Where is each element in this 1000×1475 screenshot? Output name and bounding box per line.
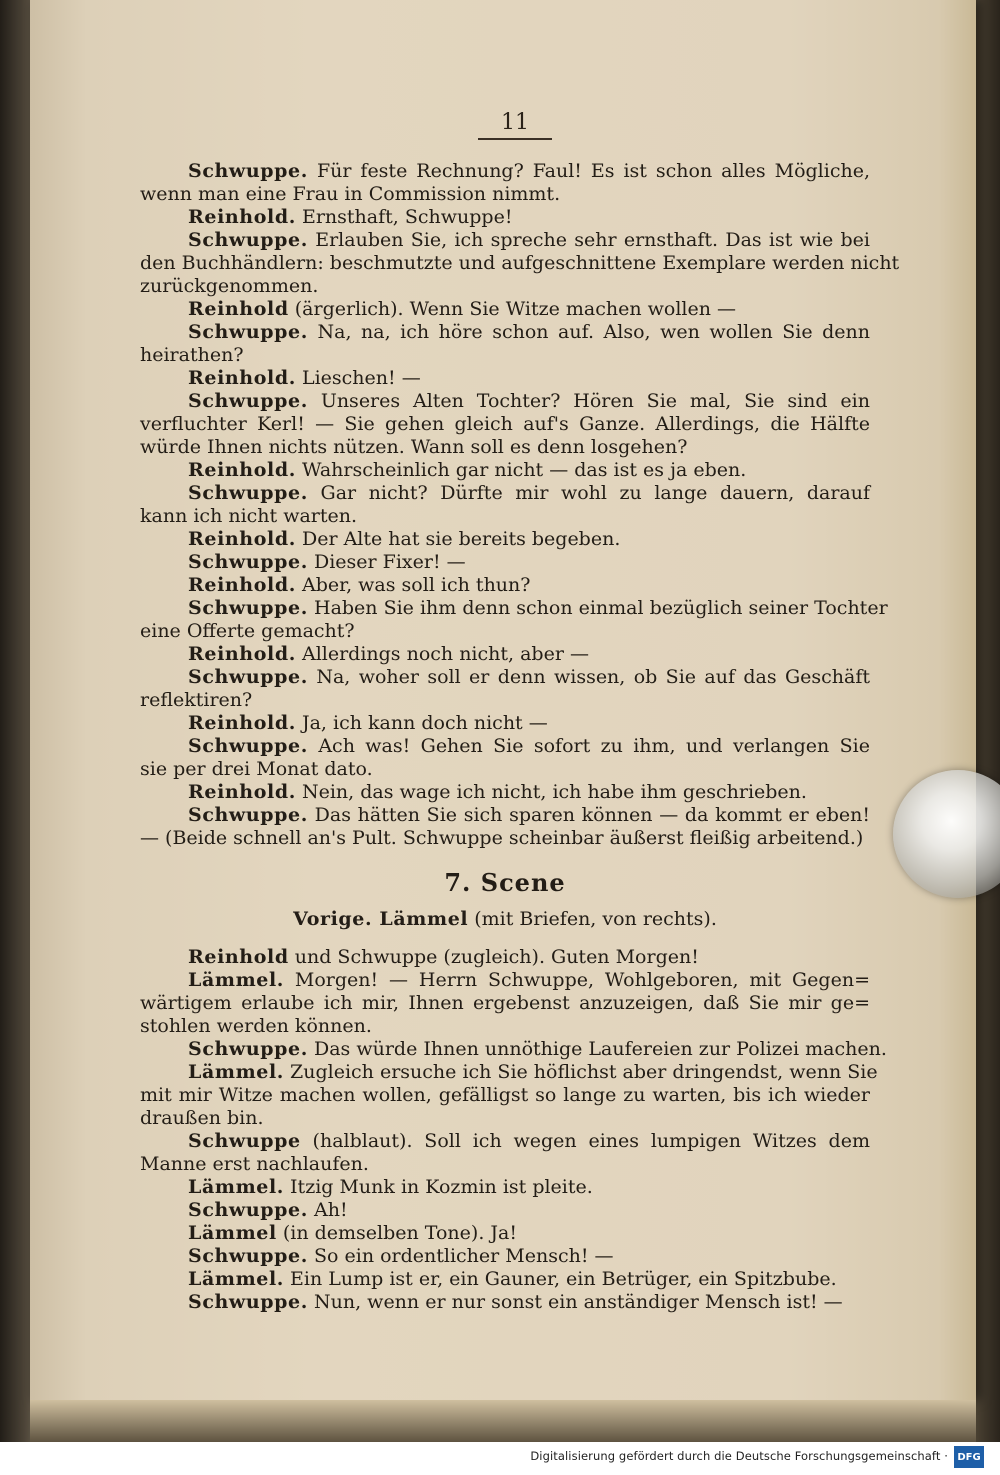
page-number: 11 bbox=[501, 110, 529, 135]
dialogue-text: — (Beide schnell an's Pult. Schwuppe scheinbar äußerst fleißig arbeitend.) bbox=[140, 827, 864, 849]
dialogue-line bbox=[140, 1061, 878, 1084]
speaker-name: Reinhold. bbox=[188, 643, 296, 665]
dialogue-line bbox=[140, 482, 870, 505]
dialogue-text: wenn man eine Frau in Commission nimmt. bbox=[140, 183, 561, 205]
dialogue-line bbox=[140, 459, 870, 482]
dialogue-line bbox=[140, 229, 870, 252]
dialogue-line bbox=[140, 206, 870, 229]
dialogue-line bbox=[140, 1268, 870, 1291]
dialogue-text: Allerdings noch nicht, aber — bbox=[301, 643, 589, 665]
dialogue-text: Gar nicht? Dürfte mir wohl zu lange dauern, darauf bbox=[320, 482, 870, 504]
dialogue-line bbox=[140, 390, 870, 413]
dialogue-continuation bbox=[140, 344, 870, 367]
dialogue-text: mit mir Witze machen wollen, gefälligst so lange zu warten, bis ich wieder bbox=[140, 1084, 870, 1106]
text-block bbox=[140, 160, 900, 1314]
speaker-name: Lämmel. bbox=[188, 969, 284, 991]
dialogue-text: Nein, das wage ich nicht, ich habe ihm geschrieben. bbox=[301, 781, 807, 803]
dialogue-line bbox=[140, 1199, 870, 1222]
dialogue-line bbox=[140, 321, 870, 344]
page-bottom-edge bbox=[30, 1400, 976, 1442]
dialogue-line bbox=[140, 528, 870, 551]
dialogue-text: reflektiren? bbox=[140, 689, 253, 711]
dialogue-text: sie per drei Monat dato. bbox=[140, 758, 373, 780]
dialogue-continuation bbox=[140, 620, 870, 643]
speaker-name: Reinhold. bbox=[188, 459, 296, 481]
speaker-name: Schwuppe. bbox=[188, 160, 308, 182]
dialogue-text: Für feste Rechnung? Faul! Es ist schon alles Mögliche, bbox=[316, 160, 870, 182]
dialogue-text: Haben Sie ihm denn schon einmal bezüglich seiner Tochter bbox=[314, 597, 888, 619]
dialogue-continuation bbox=[140, 183, 870, 206]
dialogue-continuation bbox=[140, 992, 870, 1015]
dfg-logo: DFG bbox=[954, 1446, 984, 1468]
dialogue-line bbox=[140, 160, 870, 183]
dialogue-text: Ah! bbox=[314, 1199, 348, 1221]
speaker-name: Schwuppe. bbox=[188, 804, 308, 826]
speaker-name: Schwuppe. bbox=[188, 390, 308, 412]
dialogue-line bbox=[140, 643, 870, 666]
dialogue-text: Nun, wenn er nur sonst ein anständiger Mensch ist! — bbox=[314, 1291, 843, 1313]
speaker-name: Reinhold. bbox=[188, 528, 296, 550]
dialogue-text: verfluchter Kerl! — Sie gehen gleich auf's Ganze. Allerdings, die Hälfte bbox=[140, 413, 870, 435]
speaker-name: Reinhold bbox=[188, 946, 289, 968]
dialogue-continuation bbox=[140, 1153, 870, 1176]
speaker-name: Schwuppe. bbox=[188, 597, 308, 619]
dialogue-text: Unseres Alten Tochter? Hören Sie mal, Sie sind ein bbox=[320, 390, 870, 412]
dialogue-continuation bbox=[140, 758, 870, 781]
speaker-name: Reinhold. bbox=[188, 712, 296, 734]
dialogue-line bbox=[140, 804, 870, 827]
speaker-name: Lämmel. bbox=[188, 1176, 284, 1198]
dialogue-text: Na, woher soll er denn wissen, ob Sie auf das Geschäft bbox=[316, 666, 870, 688]
dialogue-text: zurückgenommen. bbox=[140, 275, 319, 297]
dialogue-continuation bbox=[140, 505, 870, 528]
dialogue-text: kann ich nicht warten. bbox=[140, 505, 358, 527]
dialogue-line bbox=[140, 1176, 870, 1199]
dialogue-text: Itzig Munk in Kozmin ist pleite. bbox=[290, 1176, 593, 1198]
dialogue-text: Erlauben Sie, ich spreche sehr ernsthaft. Das ist wie bei bbox=[315, 229, 870, 251]
speaker-name: Schwuppe. bbox=[188, 1038, 308, 1060]
dialogue-line bbox=[140, 574, 870, 597]
dialogue-line bbox=[140, 1222, 870, 1245]
dialogue-text: Aber, was soll ich thun? bbox=[301, 574, 531, 596]
scene-cast-line bbox=[140, 904, 870, 934]
page-number-rule bbox=[478, 138, 552, 140]
dialogue-text: (in demselben Tone). Ja! bbox=[282, 1222, 517, 1244]
dialogue-continuation bbox=[140, 252, 900, 275]
speaker-name: Schwuppe. bbox=[188, 229, 308, 251]
dialogue-continuation bbox=[140, 827, 870, 850]
dialogue-text: Dieser Fixer! — bbox=[314, 551, 466, 573]
speaker-name: Schwuppe. bbox=[188, 1245, 308, 1267]
dialogue-text: So ein ordentlicher Mensch! — bbox=[314, 1245, 614, 1267]
dialogue-text: Manne erst nachlaufen. bbox=[140, 1153, 369, 1175]
dialogue-after-scene bbox=[140, 946, 887, 1314]
scene-heading: 7. Scene bbox=[444, 868, 566, 897]
dialogue-before-scene bbox=[140, 160, 900, 850]
dialogue-line bbox=[140, 1245, 870, 1268]
footer-credit: Digitalisierung gefördert durch die Deutsche Forschungsgemeinschaft · bbox=[530, 1449, 948, 1463]
speaker-name: Reinhold. bbox=[188, 206, 296, 228]
dialogue-line bbox=[140, 969, 870, 992]
speaker-name: Schwuppe. bbox=[188, 482, 308, 504]
dialogue-line bbox=[140, 597, 888, 620]
speaker-name: Lämmel. bbox=[188, 1061, 284, 1083]
dialogue-line bbox=[140, 367, 870, 390]
dialogue-text: Das hätten Sie sich sparen können — da kommt er eben! bbox=[314, 804, 870, 826]
dialogue-text: den Buchhändlern: beschmutzte und aufgeschnittene Exemplare werden nicht bbox=[140, 252, 900, 274]
dialogue-text: (halblaut). Soll ich wegen eines lumpigen Witzes dem bbox=[312, 1130, 870, 1152]
dialogue-text: würde Ihnen nichts nützen. Wann soll es denn losgehen? bbox=[140, 436, 688, 458]
dialogue-text: Ach was! Gehen Sie sofort zu ihm, und verlangen Sie bbox=[318, 735, 870, 757]
dialogue-continuation bbox=[140, 413, 870, 436]
scene-cast-direction: (mit Briefen, von rechts). bbox=[474, 908, 717, 930]
dialogue-line bbox=[140, 781, 870, 804]
dialogue-line bbox=[140, 1291, 870, 1314]
speaker-name: Reinhold. bbox=[188, 367, 296, 389]
speaker-name: Schwuppe. bbox=[188, 1291, 308, 1313]
dialogue-continuation bbox=[140, 1107, 870, 1130]
dialogue-text: Wahrscheinlich gar nicht — das ist es ja eben. bbox=[301, 459, 747, 481]
dialogue-text: Ja, ich kann doch nicht — bbox=[301, 712, 548, 734]
dialogue-text: draußen bin. bbox=[140, 1107, 264, 1129]
dialogue-text: Ernsthaft, Schwuppe! bbox=[301, 206, 513, 228]
dialogue-text: Zugleich ersuche ich Sie höflichst aber dringendst, wenn Sie bbox=[290, 1061, 878, 1083]
speaker-name: Lämmel bbox=[188, 1222, 277, 1244]
dialogue-text: Lieschen! — bbox=[301, 367, 421, 389]
dialogue-continuation bbox=[140, 1015, 870, 1038]
speaker-name: Schwuppe. bbox=[188, 735, 308, 757]
dialogue-text: wärtigem erlaube ich mir, Ihnen ergebenst anzuzeigen, daß Sie mir ge= bbox=[140, 992, 870, 1014]
dialogue-text: heirathen? bbox=[140, 344, 244, 366]
dialogue-continuation bbox=[140, 275, 870, 298]
dialogue-continuation bbox=[140, 1084, 870, 1107]
dialogue-line bbox=[140, 298, 870, 321]
dialogue-line bbox=[140, 666, 870, 689]
speaker-name: Schwuppe. bbox=[188, 666, 308, 688]
dialogue-continuation bbox=[140, 436, 870, 459]
speaker-name: Reinhold. bbox=[188, 781, 296, 803]
dialogue-line bbox=[140, 946, 870, 969]
dialogue-line bbox=[140, 735, 870, 758]
dialogue-text: (ärgerlich). Wenn Sie Witze machen wollen — bbox=[294, 298, 737, 320]
dialogue-text: Ein Lump ist er, ein Gauner, ein Betrüger, ein Spitzbube. bbox=[290, 1268, 837, 1290]
dialogue-text: Das würde Ihnen unnöthige Laufereien zur Polizei machen. bbox=[314, 1038, 887, 1060]
dialogue-line bbox=[140, 1130, 870, 1153]
dialogue-continuation bbox=[140, 689, 870, 712]
dialogue-text: eine Offerte gemacht? bbox=[140, 620, 355, 642]
dialogue-text: Der Alte hat sie bereits begeben. bbox=[301, 528, 621, 550]
dialogue-text: stohlen werden können. bbox=[140, 1015, 372, 1037]
dialogue-line bbox=[140, 1038, 887, 1061]
speaker-name: Schwuppe. bbox=[188, 1199, 308, 1221]
dialogue-text: und Schwuppe (zugleich). Guten Morgen! bbox=[294, 946, 699, 968]
speaker-name: Reinhold. bbox=[188, 574, 296, 596]
speaker-name: Schwuppe. bbox=[188, 551, 308, 573]
dialogue-line bbox=[140, 551, 870, 574]
dialogue-text: Na, na, ich höre schon auf. Also, wen wollen Sie denn bbox=[317, 321, 870, 343]
speaker-name: Reinhold bbox=[188, 298, 289, 320]
scene-cast-speakers: Vorige. Lämmel bbox=[293, 908, 469, 930]
speaker-name: Schwuppe. bbox=[188, 321, 308, 343]
dialogue-line bbox=[140, 712, 870, 735]
speaker-name: Schwuppe bbox=[188, 1130, 301, 1152]
dialogue-text: Morgen! — Herrn Schwuppe, Wohlgeboren, mit Gegen= bbox=[294, 969, 870, 991]
speaker-name: Lämmel. bbox=[188, 1268, 284, 1290]
